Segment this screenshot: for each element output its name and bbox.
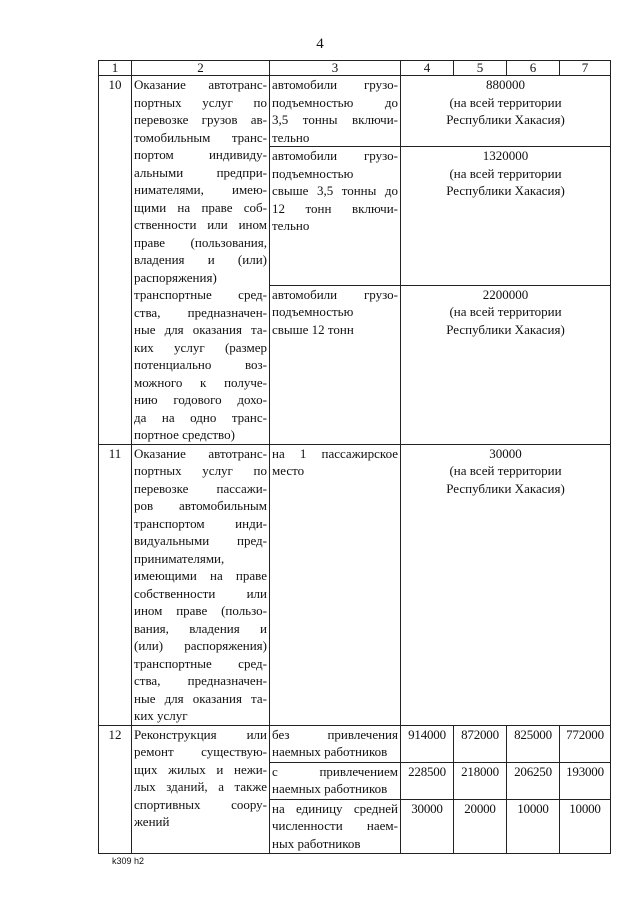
text-line: транспортом инди- — [134, 515, 267, 531]
text-line: можного к получе- — [134, 374, 267, 390]
text-line: подъемностью — [272, 304, 354, 320]
header-cell: 1 — [99, 61, 132, 76]
tax-rates-table — [98, 60, 611, 854]
income-value-cell — [401, 76, 611, 147]
vehicle-category — [270, 76, 401, 147]
text-line: с привлечением — [272, 763, 398, 779]
income-amount: 2200000 — [482, 286, 529, 302]
text-line: Республики Хакасия) — [446, 183, 565, 199]
text-line: Республики Хакасия) — [446, 321, 565, 337]
text-line: Республики Хакасия) — [446, 480, 565, 496]
text-line: на единицу средней — [272, 800, 398, 816]
text-line: спортивных соору- — [134, 796, 267, 812]
income-value-zone-1: 914000 — [401, 725, 454, 762]
income-value-zone-3: 825000 — [507, 725, 560, 762]
income-value-zone-4: 193000 — [560, 762, 611, 799]
row-number: 12 — [99, 725, 132, 853]
income-amount: 880000 — [486, 77, 525, 92]
text-line: (на всей территории — [449, 463, 562, 478]
text-line: щих жилых и нежи- — [134, 761, 267, 777]
text-line: принимателями, — [134, 550, 225, 566]
header-row — [99, 61, 611, 76]
text-line: транспортные сред- — [134, 655, 267, 671]
activity-description — [132, 76, 270, 445]
text-line: распоряжения) — [134, 269, 217, 285]
income-value-zone-4: 10000 — [560, 799, 611, 853]
text-line: портом индивиду- — [134, 147, 267, 162]
text-line: автомобили грузо- — [272, 286, 398, 302]
vehicle-category — [270, 285, 401, 444]
text-line: (или) распоряжения) — [134, 638, 267, 653]
income-amount: 30000 — [489, 445, 522, 461]
text-line: владения и (или) — [134, 252, 267, 267]
text-line: нимателями, имею- — [134, 182, 267, 197]
text-line: имеющими на праве — [134, 568, 267, 583]
table-row — [99, 725, 611, 762]
text-line: 3,5 тонны включи- — [272, 112, 398, 127]
text-line: портных услуг по — [134, 463, 267, 478]
text-line: (на всей территории — [449, 304, 562, 320]
text-line: подъемностью — [272, 165, 354, 181]
income-value-cell — [401, 444, 611, 725]
header-cell: 2 — [132, 61, 270, 76]
text-line: вания, владения и — [134, 620, 267, 636]
header-cell: 5 — [454, 61, 507, 76]
text-line: ких услуг (размер — [134, 339, 267, 355]
text-line: ства, предназначен- — [134, 304, 267, 320]
header-cell: 3 — [270, 61, 401, 76]
text-line: ких услуг — [134, 708, 188, 723]
text-line: ные для оказания та- — [134, 690, 267, 706]
service-unit — [270, 444, 401, 725]
text-line: наемных работников — [272, 744, 388, 759]
text-line: перевозке грузов ав- — [134, 112, 267, 127]
text-line: томобильным транс- — [134, 129, 267, 145]
income-value-cell — [401, 147, 611, 286]
text-line: праве (пользования, — [134, 234, 267, 250]
text-line: ремонт существую- — [134, 744, 267, 759]
employment-condition — [270, 725, 401, 762]
text-line: портное средство) — [134, 427, 235, 442]
text-line: свыше 12 тонн — [272, 321, 354, 337]
text-line: щими на праве соб- — [134, 199, 267, 215]
text-line: Реконструкция или — [134, 726, 267, 742]
text-line: автомобили грузо- — [272, 77, 398, 92]
header-cell: 6 — [507, 61, 560, 76]
text-line: Оказание автотранс- — [134, 445, 267, 461]
text-line: Республики Хакасия) — [446, 112, 565, 127]
text-line: нию годового дохо- — [134, 392, 267, 407]
text-line: на 1 пассажирское — [272, 445, 398, 461]
income-value-zone-3: 10000 — [507, 799, 560, 853]
text-line: подъемностью до — [272, 94, 398, 110]
activity-description — [132, 725, 270, 853]
text-line: собственности или — [134, 585, 267, 601]
income-value-zone-1: 228500 — [401, 762, 454, 799]
text-line: лых зданий, а также — [134, 779, 267, 794]
text-line: место — [272, 463, 305, 478]
vehicle-category — [270, 147, 401, 286]
row-number: 11 — [99, 444, 132, 725]
income-value-zone-4: 772000 — [560, 725, 611, 762]
document-code: k309 h2 — [112, 856, 145, 866]
text-line: ных работников — [272, 835, 361, 851]
text-line: ства, предназначен- — [134, 673, 267, 688]
text-line: ином праве (пользо- — [134, 603, 267, 618]
text-line: Оказание автотранс- — [134, 77, 267, 92]
income-value-cell — [401, 285, 611, 444]
text-line: (на всей территории — [449, 165, 562, 181]
text-line: перевозке пассажи- — [134, 480, 267, 496]
text-line: без привлечения — [272, 726, 398, 742]
activity-description — [132, 444, 270, 725]
text-line: видуальными пред- — [134, 533, 267, 548]
income-value-zone-2: 872000 — [454, 725, 507, 762]
text-line: ров автомобильным — [134, 498, 267, 513]
text-line: ственности или ином — [134, 217, 267, 232]
employment-condition — [270, 762, 401, 799]
income-value-zone-2: 20000 — [454, 799, 507, 853]
text-line: альными предпри- — [134, 164, 267, 180]
text-line: тельно — [272, 218, 310, 234]
income-value-zone-3: 206250 — [507, 762, 560, 799]
text-line: да на одно транс- — [134, 409, 267, 425]
text-line: жений — [134, 814, 170, 829]
text-line: 12 тонн включи- — [272, 200, 398, 216]
income-amount: 1320000 — [482, 148, 529, 164]
employment-condition — [270, 799, 401, 853]
text-line: (на всей территории — [449, 94, 562, 110]
text-line: тельно — [272, 129, 310, 145]
text-line: наемных работников — [272, 781, 388, 796]
row-number: 10 — [99, 76, 132, 445]
text-line: портных услуг по — [134, 94, 267, 110]
text-line: ные для оказания та- — [134, 322, 267, 337]
income-value-zone-2: 218000 — [454, 762, 507, 799]
table-row — [99, 444, 611, 725]
text-line: транспортные сред- — [134, 287, 267, 302]
text-line: численности наем- — [272, 818, 398, 833]
text-line: свыше 3,5 тонны до — [272, 183, 398, 199]
text-line: потенциально воз- — [134, 357, 267, 372]
income-value-zone-1: 30000 — [401, 799, 454, 853]
text-line: автомобили грузо- — [272, 148, 398, 164]
page-number: 4 — [316, 36, 324, 52]
table-row — [99, 76, 611, 147]
header-cell: 7 — [560, 61, 611, 76]
header-cell: 4 — [401, 61, 454, 76]
